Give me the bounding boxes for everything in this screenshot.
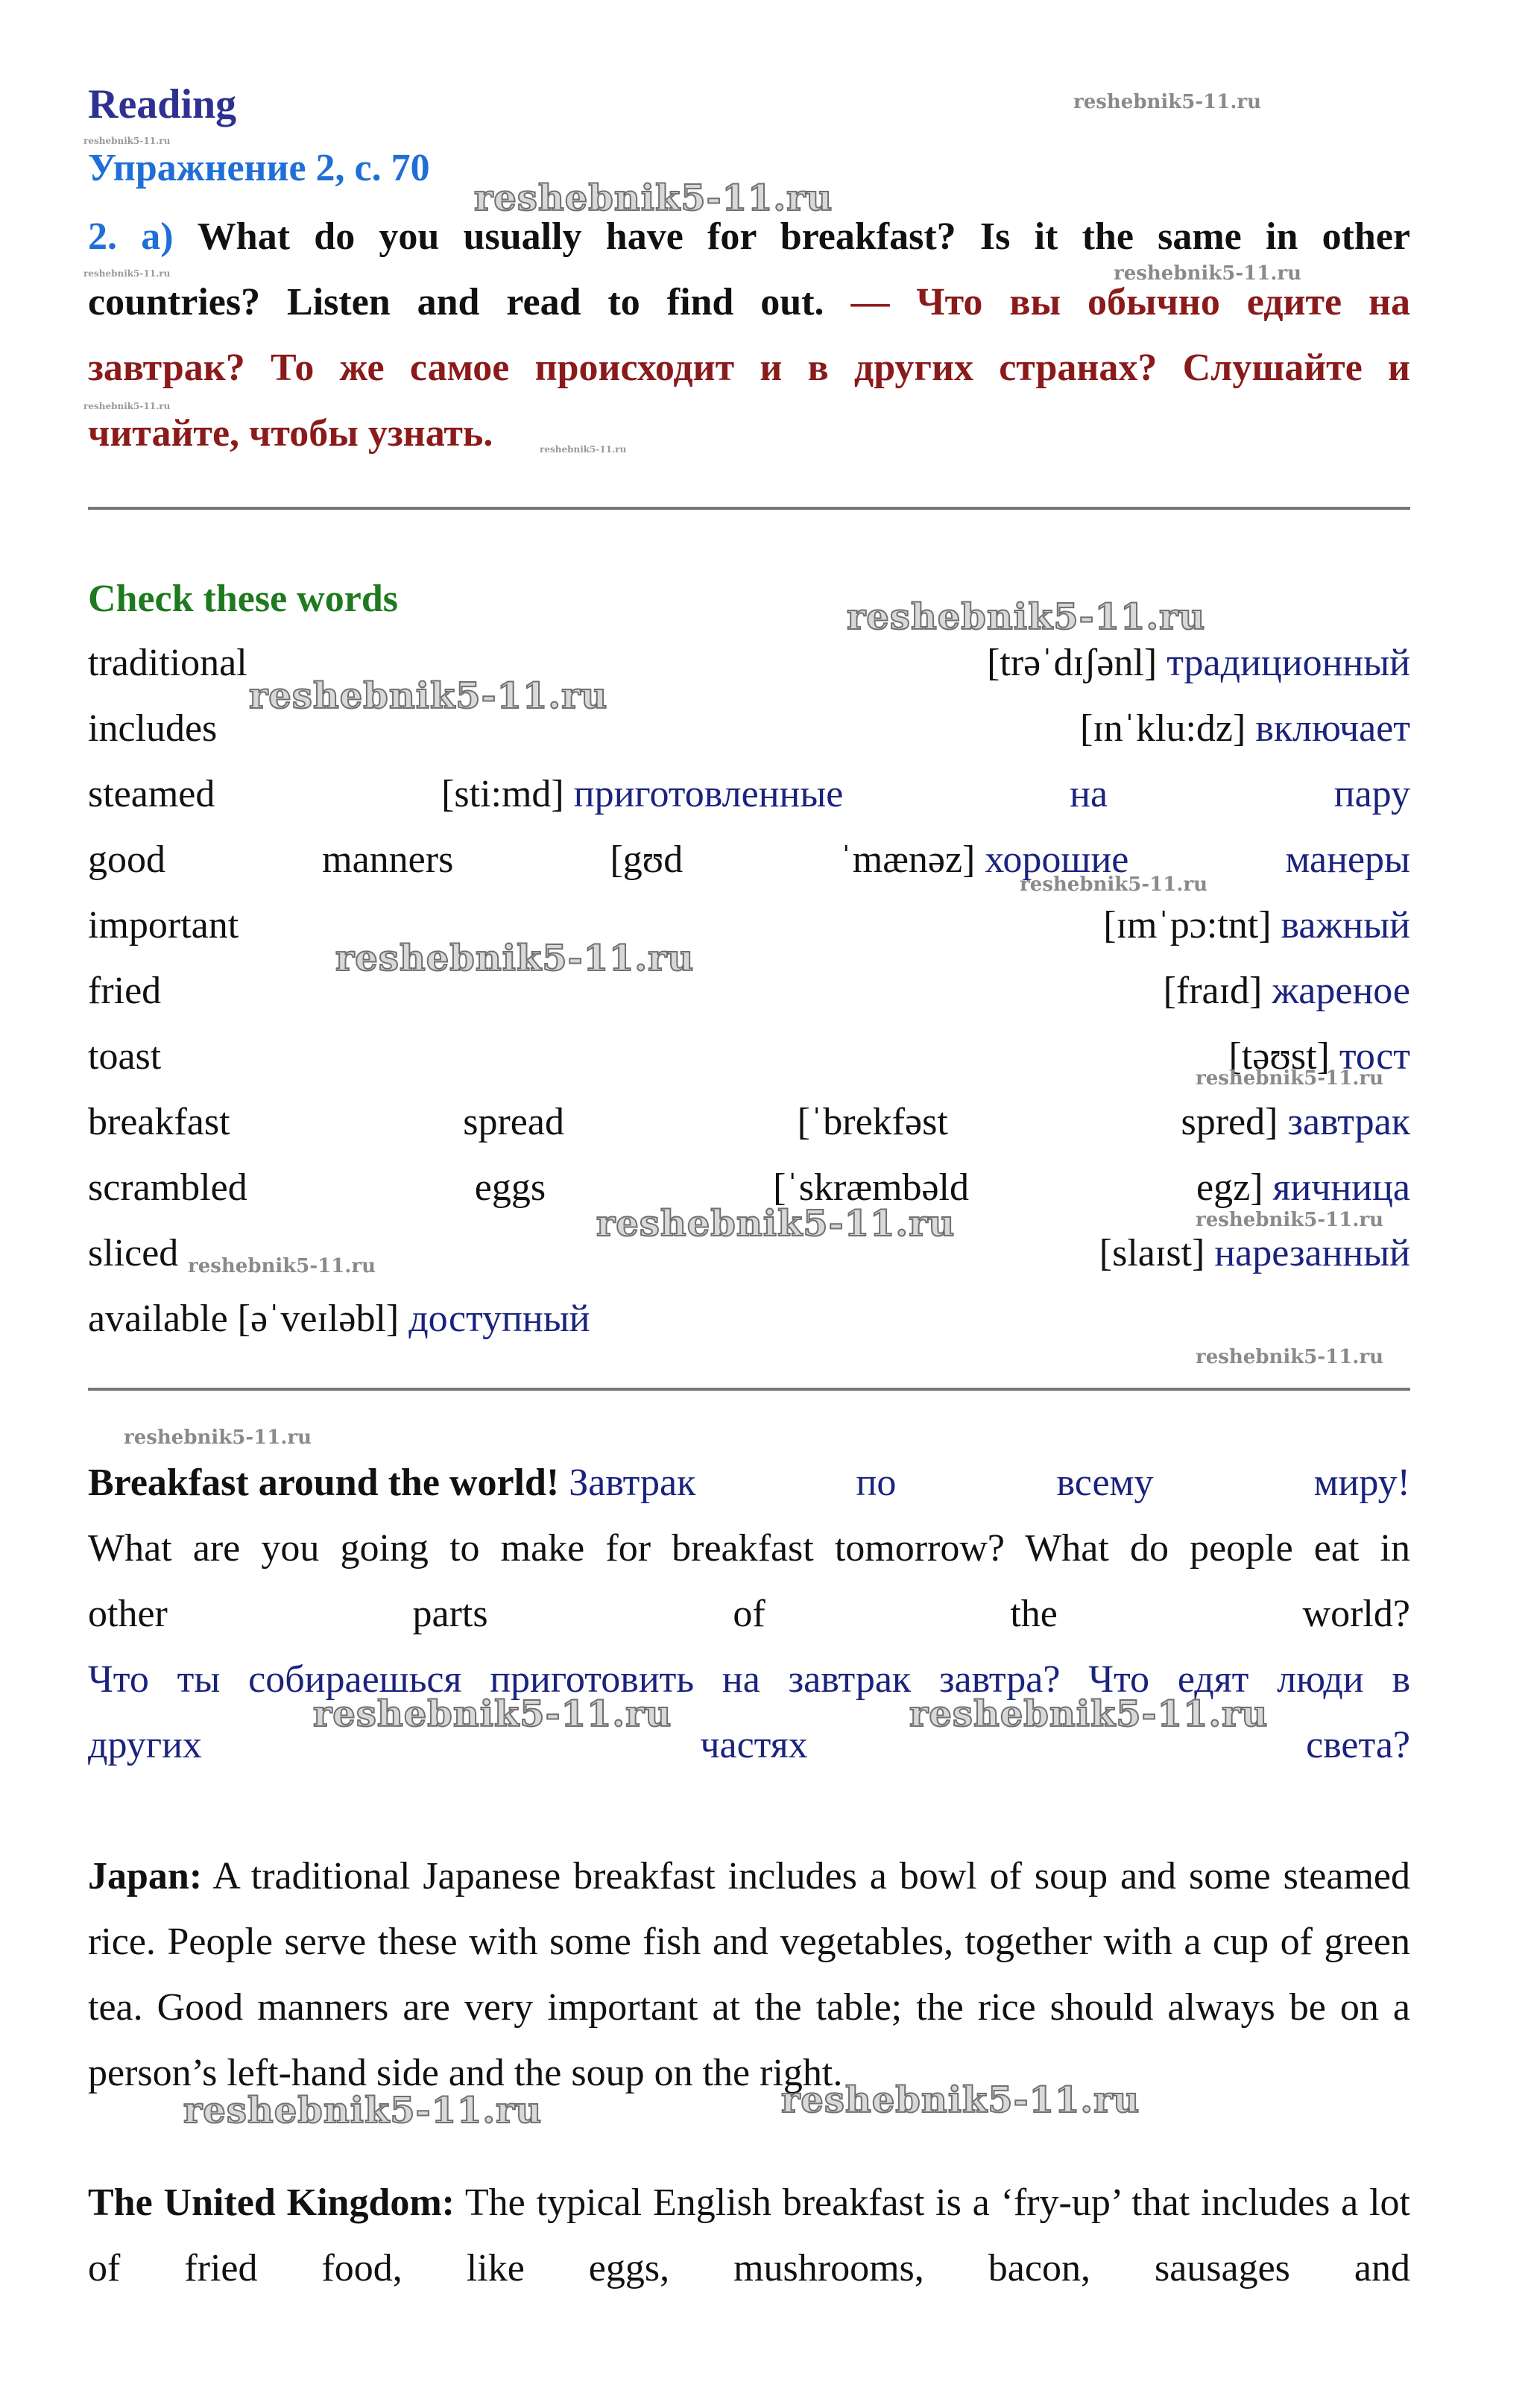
- vocab-translation-part: манеры: [1285, 838, 1410, 881]
- watermark: reshebnik5-11.ru: [249, 675, 608, 717]
- divider-1: [88, 507, 1410, 510]
- vocab-translation-part: на: [1070, 773, 1108, 815]
- vocab-translation: яичница: [1272, 1166, 1410, 1209]
- intro-en-1: What are you going to make for breakfast tomorrow? What do people eat in: [88, 1527, 1410, 1570]
- vocab-translation: завтрак: [1287, 1101, 1410, 1143]
- article-title: Breakfast around the world!: [88, 1461, 560, 1504]
- vocab-translation: нарезанный: [1214, 1232, 1410, 1274]
- intro-word: world?: [1302, 1593, 1410, 1635]
- intro-word: the: [1010, 1593, 1058, 1635]
- vocab-translation: тост: [1339, 1035, 1410, 1078]
- article-title-row: [88, 1450, 1410, 1516]
- vocab-transcription: [ɪmˈpɔ:tnt]: [1103, 904, 1272, 947]
- task-ru-1: — Что вы обычно едите на: [850, 281, 1410, 323]
- vocab-word-part: breakfast: [88, 1101, 230, 1143]
- vocab-translation: важный: [1281, 904, 1410, 947]
- task-en-1: What do you usually have for breakfast? Is it the same in other: [197, 215, 1410, 258]
- watermark: reshebnik5-11.ru: [1020, 873, 1208, 896]
- vocab-word: fried: [88, 970, 162, 1012]
- watermark: reshebnik5-11.ru: [847, 596, 1206, 638]
- vocab-row-justified: [88, 827, 1410, 893]
- vocab-translation-part: хорошие: [985, 838, 1129, 881]
- watermark: reshebnik5-11.ru: [540, 444, 627, 455]
- vocab-translation-part: пару: [1333, 773, 1410, 815]
- vocab-transcription-part: ˈmænəz]: [839, 838, 976, 881]
- intro-en-row-2: [88, 1581, 1410, 1647]
- watermark: reshebnik5-11.ru: [335, 938, 695, 979]
- check-words-title-row: [88, 566, 1410, 632]
- vocab-word: important: [88, 904, 239, 947]
- watermark: reshebnik5-11.ru: [83, 268, 171, 279]
- intro-en-row-1: [88, 1516, 1410, 1581]
- watermark: reshebnik5-11.ru: [474, 177, 833, 219]
- vocab-transcription: [ɪnˈklu:dz]: [1079, 707, 1246, 750]
- vocab-word: available: [88, 1298, 228, 1340]
- vocab-transcription: [əˈveɪləbl]: [237, 1298, 400, 1340]
- watermark: reshebnik5-11.ru: [188, 1255, 376, 1277]
- intro-word: of: [733, 1593, 765, 1635]
- vocab-transcription-part: [gʊd: [610, 838, 684, 881]
- watermark: reshebnik5-11.ru: [781, 2079, 1140, 2121]
- vocab-translation: включает: [1255, 707, 1410, 750]
- watermark: reshebnik5-11.ru: [1073, 91, 1262, 113]
- vocab-word-part: spread: [463, 1101, 564, 1143]
- vocab-row: [88, 762, 1410, 827]
- vocab-word: sliced: [88, 1232, 179, 1274]
- vocab-row-justified: [88, 1090, 1410, 1155]
- vocab-transcription-part: [ˈbrekfəst: [797, 1101, 948, 1143]
- vocab-word-part: scrambled: [88, 1166, 247, 1209]
- vocab-word-part: eggs: [474, 1166, 546, 1209]
- watermark: reshebnik5-11.ru: [1114, 262, 1302, 285]
- vocab-translation: жареное: [1272, 970, 1410, 1012]
- task-line-4: [88, 401, 1410, 467]
- article-title-ru: миру!: [1313, 1461, 1410, 1504]
- article-title-justified: [88, 1450, 1410, 1516]
- intro-ru-1: Что ты собираешься приготовить на завтрак завтра? Что едят люди в: [88, 1658, 1410, 1701]
- check-words-title: Check these words: [88, 578, 398, 620]
- vocab-word: steamed: [88, 773, 215, 815]
- japan-text: A traditional Japanese breakfast includes a bowl of soup and some steamed rice. People serve these with some fish and vegetables, together with a cup of green tea. Good manners are very important at the table; the rice should always be on a person’s left-hand side and the soup on the right.: [88, 1855, 1410, 2094]
- exercise-title: Упражнение 2, с. 70: [88, 147, 430, 189]
- vocab-word: traditional: [88, 642, 247, 684]
- vocab-word-part: manners: [322, 838, 454, 881]
- watermark: reshebnik5-11.ru: [596, 1203, 956, 1245]
- watermark: reshebnik5-11.ru: [909, 1693, 1269, 1735]
- task-number: 2. а): [88, 215, 174, 258]
- intro-ru-word: других: [88, 1724, 202, 1766]
- vocab-translation: традиционный: [1166, 642, 1410, 684]
- article-title-ru: Завтрак: [569, 1461, 696, 1504]
- task-en-2: countries? Listen and read to find out.: [88, 281, 824, 323]
- watermark: reshebnik5-11.ru: [1196, 1209, 1384, 1231]
- watermark: reshebnik5-11.ru: [1196, 1067, 1384, 1090]
- watermark: reshebnik5-11.ru: [83, 136, 171, 146]
- intro-word: other: [88, 1593, 168, 1635]
- vocab-word: toast: [88, 1035, 162, 1078]
- japan-label: Japan:: [88, 1855, 203, 1897]
- uk-paragraph: [88, 2170, 1410, 2301]
- watermark: reshebnik5-11.ru: [1196, 1346, 1384, 1368]
- article-title-ru: всему: [1056, 1461, 1154, 1504]
- vocab-transcription-part: [ˈskræmbəld: [773, 1166, 969, 1209]
- intro-ru-word: частях: [700, 1724, 808, 1766]
- task-ru-2: завтрак? То же самое происходит и в других странах? Слушайте и: [88, 347, 1410, 389]
- vocab-word: includes: [88, 707, 218, 750]
- task-line-3: [88, 335, 1410, 401]
- vocab-row: [88, 1090, 1410, 1155]
- intro-word: parts: [412, 1593, 488, 1635]
- watermark: reshebnik5-11.ru: [83, 401, 171, 411]
- vocab-translation-part: приготовленные: [573, 773, 844, 815]
- vocab-translation: доступный: [408, 1298, 590, 1340]
- intro-ru-word: света?: [1306, 1724, 1410, 1766]
- watermark: reshebnik5-11.ru: [313, 1693, 672, 1735]
- vocab-transcription: [sti:md]: [441, 773, 564, 815]
- vocab-transcription: [təʊst]: [1228, 1035, 1330, 1078]
- divider-2: [88, 1388, 1410, 1391]
- vocab-row: [88, 827, 1410, 893]
- watermark: reshebnik5-11.ru: [124, 1426, 312, 1449]
- uk-text: The typical English breakfast is a ‘fry-up’ that includes a lot of fried food, like eggs, mushrooms, bacon, sausages and: [88, 2181, 1410, 2290]
- task-ru-3: читайте, чтобы узнать.: [88, 412, 493, 455]
- japan-paragraph: [88, 1844, 1410, 2106]
- section-title: Reading: [88, 81, 237, 127]
- vocab-word-part: good: [88, 838, 165, 881]
- watermark: reshebnik5-11.ru: [183, 2090, 543, 2132]
- vocab-row-justified: [88, 762, 1410, 827]
- vocab-transcription-part: egz]: [1196, 1166, 1263, 1209]
- vocab-transcription: [fraɪd]: [1163, 970, 1263, 1012]
- article-title-ru: по: [856, 1461, 897, 1504]
- vocab-transcription: [trəˈdɪʃənl]: [987, 642, 1158, 684]
- intro-en-2: [88, 1581, 1410, 1647]
- vocab-transcription: [slaɪst]: [1099, 1232, 1205, 1274]
- uk-label: The United Kingdom:: [88, 2181, 455, 2224]
- vocab-transcription-part: spred]: [1181, 1101, 1278, 1143]
